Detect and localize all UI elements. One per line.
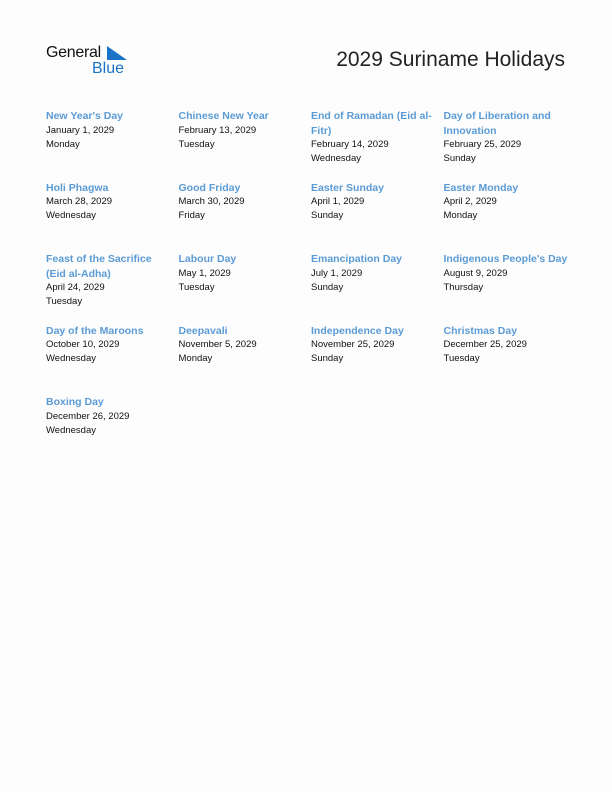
logo-word-general: General <box>46 44 101 61</box>
holiday-date: May 1, 2029 <box>178 267 231 279</box>
holiday-weekday: Thursday <box>443 281 484 293</box>
logo-word-blue: Blue <box>92 60 125 77</box>
holiday-entry <box>46 395 179 467</box>
holiday-name: Day of the Maroons <box>46 324 144 337</box>
holiday-entry <box>311 109 444 181</box>
holiday-name: Day of Liberation and Innovation <box>443 110 551 137</box>
holiday-name: Chinese New Year <box>178 110 269 122</box>
holiday-date: February 25, 2029 <box>443 139 522 150</box>
holiday-date: March 28, 2029 <box>46 196 113 207</box>
holiday-entry <box>179 181 312 253</box>
holiday-date: February 14, 2029 <box>311 139 389 150</box>
holiday-name: Christmas Day <box>443 324 518 337</box>
holiday-entry <box>46 252 179 324</box>
holiday-date: July 1, 2029 <box>311 267 363 279</box>
holiday-entry <box>311 181 444 253</box>
holiday-weekday: Tuesday <box>46 296 83 307</box>
holiday-weekday: Monday <box>443 210 478 221</box>
holiday-name: Indigenous People's Day <box>443 253 568 265</box>
holiday-weekday: Monday <box>178 353 213 364</box>
holiday-name: Labour Day <box>178 253 237 265</box>
holiday-grid <box>46 109 576 467</box>
holiday-weekday: Sunday <box>311 210 344 221</box>
holiday-entry <box>444 181 577 253</box>
holiday-name: Emancipation Day <box>311 253 403 265</box>
holiday-date: March 30, 2029 <box>178 196 245 207</box>
holiday-weekday: Sunday <box>311 281 344 293</box>
holiday-entry <box>46 181 179 253</box>
generalblue-logo <box>46 44 130 78</box>
holiday-weekday: Wednesday <box>46 210 96 221</box>
holiday-weekday: Tuesday <box>443 353 480 364</box>
holiday-name: Feast of the Sacrifice (Eid al-Adha) <box>46 253 152 280</box>
holiday-weekday: Tuesday <box>178 281 215 293</box>
holiday-weekday: Wednesday <box>46 424 96 436</box>
holiday-weekday: Monday <box>46 138 80 150</box>
holiday-date: August 9, 2029 <box>443 267 508 279</box>
holiday-date: November 25, 2029 <box>311 339 395 350</box>
holiday-entry <box>179 252 312 324</box>
holiday-entry <box>179 324 312 396</box>
holiday-weekday: Friday <box>178 210 205 221</box>
holiday-name: Easter Monday <box>443 181 519 194</box>
holiday-entry <box>444 324 577 396</box>
holiday-entry <box>46 324 179 396</box>
holiday-name: New Year's Day <box>46 110 124 122</box>
holiday-name: Holi Phagwa <box>46 181 109 194</box>
holiday-date: April 2, 2029 <box>443 196 497 207</box>
holiday-entry <box>179 109 312 181</box>
holiday-date: April 1, 2029 <box>311 196 365 207</box>
holiday-entry <box>46 109 179 181</box>
holiday-entry <box>311 324 444 396</box>
holiday-weekday: Wednesday <box>311 153 361 164</box>
holiday-weekday: Tuesday <box>178 138 215 150</box>
holiday-date: October 10, 2029 <box>46 339 120 350</box>
holiday-date: December 25, 2029 <box>443 339 527 350</box>
holiday-entry <box>444 109 577 181</box>
holiday-name: Easter Sunday <box>311 181 384 194</box>
holiday-date: November 5, 2029 <box>178 339 257 350</box>
holiday-name: Independence Day <box>311 324 404 337</box>
holiday-name: Good Friday <box>178 181 241 194</box>
holiday-entry <box>311 252 444 324</box>
holiday-weekday: Sunday <box>443 153 476 164</box>
holiday-date: January 1, 2029 <box>46 124 115 136</box>
holiday-date: February 13, 2029 <box>178 124 257 136</box>
holiday-name: End of Ramadan (Eid al-Fitr) <box>311 110 432 137</box>
page-title: 2029 Suriname Holidays <box>336 48 565 71</box>
holiday-entry <box>444 252 577 324</box>
holiday-date: December 26, 2029 <box>46 410 130 422</box>
holiday-name: Boxing Day <box>46 396 104 408</box>
holiday-name: Deepavali <box>178 324 228 337</box>
holiday-date: April 24, 2029 <box>46 282 105 293</box>
holiday-weekday: Wednesday <box>46 353 96 364</box>
holiday-weekday: Sunday <box>311 353 344 364</box>
